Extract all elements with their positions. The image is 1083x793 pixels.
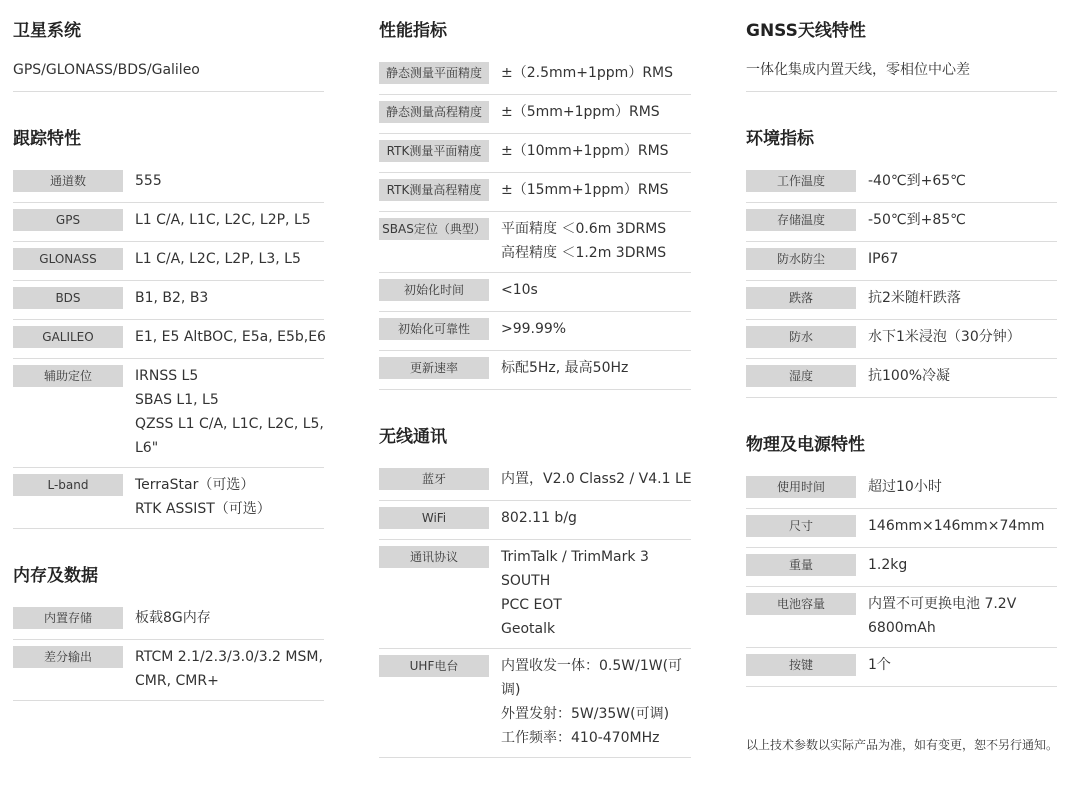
spec-row [379,649,691,758]
section-performance [379,18,691,390]
spec-value-line: L1 C/A, L2C, L2P, L3, L5 [135,251,301,267]
spec-row [13,164,324,203]
spec-row [746,164,1057,203]
spec-label: SBAS定位（典型） [379,218,489,240]
section-satellite-system [13,18,324,92]
spec-label: BDS [13,287,123,309]
spec-value-line: 工作频率：410-470MHz [501,730,660,746]
spec-value-line: ±（15mm+1ppm）RMS [501,182,669,198]
spec-value-line: B1, B2, B3 [135,290,209,306]
spec-value-line: 超过10小时 [868,479,942,495]
spec-label: 存储温度 [746,209,856,231]
spec-row [746,359,1057,398]
spec-value-line: 高程精度 ＜1.2m 3DRMS [501,245,667,261]
spec-table [13,164,324,529]
spec-label: 初始化时间 [379,279,489,301]
spec-value [489,317,691,341]
spec-label: 使用时间 [746,476,856,498]
spec-value-line: RTK ASSIST（可选） [135,501,271,517]
spec-row [746,587,1057,648]
spec-label: WiFi [379,507,489,529]
spec-row [379,273,691,312]
spec-value [856,325,1057,349]
spec-label: 尺寸 [746,515,856,537]
section-title: 卫星系统 [13,21,81,41]
spec-value-line: 调) [501,682,521,698]
spec-row [379,56,691,95]
spec-row [13,601,324,640]
spec-label: 差分输出 [13,646,123,668]
spec-value-line: PCC EOT [501,597,562,613]
spec-row [13,281,324,320]
spec-value-line: 内置不可更换电池 7.2V [868,596,1017,612]
spec-value [856,514,1057,538]
spec-label: 工作温度 [746,170,856,192]
spec-value [856,475,1057,499]
spec-label: GLONASS [13,248,123,270]
spec-label: 跌落 [746,287,856,309]
section-title: 无线通讯 [379,427,447,447]
spec-label: 静态测量高程精度 [379,101,489,123]
spec-value-line: 146mm×146mm×74mm [868,518,1045,534]
spec-value-line: IP67 [868,251,899,267]
spec-label: 通讯协议 [379,546,489,568]
section-wireless [379,424,691,758]
spec-row [379,134,691,173]
gnss-antenna-text: 一体化集成内置天线，零相位中心差 [746,56,1057,92]
spec-value-line: -40℃到+65℃ [868,173,966,189]
spec-row [379,540,691,649]
spec-value [489,654,691,750]
spec-value [123,325,326,349]
spec-value [489,506,691,530]
satellite-systems-text: GPS/GLONASS/BDS/Galileo [13,56,324,92]
spec-row [746,470,1057,509]
spec-row [746,281,1057,320]
column-right [746,18,1057,687]
spec-value [489,61,691,85]
spec-table [379,462,691,758]
spec-value-line: 抗100%冷凝 [868,368,951,384]
spec-label: 防水 [746,326,856,348]
spec-value [856,364,1057,388]
spec-value [856,653,1057,677]
disclaimer-footnote: 以上技术参数以实际产品为准，如有变更，恕不另行通知。 [746,738,1059,752]
spec-value-line: SBAS L1, L5 [135,392,219,408]
spec-row [13,468,324,529]
spec-row [13,359,324,468]
section-title: 环境指标 [746,129,814,149]
spec-value-line: 平面精度 ＜0.6m 3DRMS [501,221,667,237]
spec-label: GALILEO [13,326,123,348]
spec-value [856,247,1057,271]
spec-value-line: ±（10mm+1ppm）RMS [501,143,669,159]
spec-row [379,173,691,212]
spec-value-line: 802.11 b/g [501,510,577,526]
spec-label: 按键 [746,654,856,676]
spec-value-line: QZSS L1 C/A, L1C, L2C, L5, [135,416,324,432]
spec-label: 辅助定位 [13,365,123,387]
spec-value-line: 内置收发一体：0.5W/1W(可 [501,658,683,674]
spec-row [746,242,1057,281]
spec-label: 内置存储 [13,607,123,629]
spec-value-line: ±（5mm+1ppm）RMS [501,104,660,120]
spec-value-line: <10s [501,282,538,298]
spec-value [123,286,324,310]
section-environment [746,126,1057,398]
spec-row [379,501,691,540]
spec-value-line: 外置发射：5W/35W(可调) [501,706,670,722]
spec-value-line: 水下1米浸泡（30分钟） [868,329,1021,345]
spec-row [746,509,1057,548]
spec-label: RTK测量平面精度 [379,140,489,162]
spec-value-line: TerraStar（可选） [135,477,255,493]
spec-label: 重量 [746,554,856,576]
spec-table [379,56,691,390]
spec-label: L-band [13,474,123,496]
spec-value-line: -50℃到+85℃ [868,212,966,228]
spec-value-line: 1.2kg [868,557,908,573]
spec-value [489,100,691,124]
spec-row [13,320,324,359]
spec-row [13,640,324,701]
spec-value-line: Geotalk [501,621,556,637]
spec-value [123,169,324,193]
spec-value-line: E1, E5 AltBOC, E5a, E5b,E6 [135,329,326,345]
spec-row [746,320,1057,359]
section-physical-power [746,432,1057,687]
spec-table [746,470,1057,687]
spec-row [379,462,691,501]
section-tracking [13,126,324,529]
spec-label: 初始化可靠性 [379,318,489,340]
spec-label: 更新速率 [379,357,489,379]
spec-label: UHF电台 [379,655,489,677]
spec-row [379,212,691,273]
section-title: 性能指标 [379,21,447,41]
spec-row [379,312,691,351]
spec-value-line: CMR, CMR+ [135,673,219,689]
spec-label: GPS [13,209,123,231]
spec-row [13,203,324,242]
spec-value [856,286,1057,310]
spec-value-line: 1个 [868,657,891,673]
section-memory [13,563,324,701]
section-title: 内存及数据 [13,566,98,586]
column-middle [379,18,691,758]
spec-row [379,351,691,390]
spec-value-line: 板载8G内存 [135,610,211,626]
spec-label: 通道数 [13,170,123,192]
spec-value [856,208,1057,232]
section-title: 物理及电源特性 [746,435,865,455]
spec-value-line: 6800mAh [868,620,936,636]
spec-value-line: >99.99% [501,321,567,337]
spec-value [856,553,1057,577]
spec-value-line: 标配5Hz, 最高50Hz [501,360,629,376]
spec-label: 湿度 [746,365,856,387]
spec-label: 蓝牙 [379,468,489,490]
spec-value [856,592,1057,640]
spec-value-line: 抗2米随杆跌落 [868,290,961,306]
section-title: 跟踪特性 [13,129,81,149]
spec-row [746,548,1057,587]
spec-value [489,356,691,380]
spec-value-line: RTCM 2.1/2.3/3.0/3.2 MSM, [135,649,323,665]
section-title: GNSS天线特性 [746,21,866,41]
spec-value [123,364,324,460]
spec-value-line: 内置，V2.0 Class2 / V4.1 LE [501,471,692,487]
spec-value [123,247,324,271]
spec-value-line: 555 [135,173,162,189]
spec-value [123,208,324,232]
spec-value [489,217,691,265]
spec-label: 电池容量 [746,593,856,615]
spec-table [746,164,1057,398]
spec-value [489,278,691,302]
spec-value [856,169,1057,193]
spec-value [489,467,692,491]
spec-label: RTK测量高程精度 [379,179,489,201]
spec-label: 静态测量平面精度 [379,62,489,84]
section-gnss-antenna [746,18,1057,92]
spec-value [489,139,691,163]
spec-row [746,203,1057,242]
spec-value-line: L1 C/A, L1C, L2C, L2P, L5 [135,212,311,228]
spec-value-line: SOUTH [501,573,551,589]
spec-value [489,545,691,641]
spec-row [379,95,691,134]
spec-value [123,473,324,521]
spec-value-line: IRNSS L5 [135,368,199,384]
spec-row [13,242,324,281]
spec-value [123,645,324,693]
spec-value-line: TrimTalk / TrimMark 3 [501,549,649,565]
spec-value-line: ±（2.5mm+1ppm）RMS [501,65,674,81]
spec-value [123,606,324,630]
spec-label: 防水防尘 [746,248,856,270]
spec-table [13,601,324,701]
spec-value [489,178,691,202]
column-left [13,18,324,701]
spec-value-line: L6" [135,440,159,456]
spec-row [746,648,1057,687]
